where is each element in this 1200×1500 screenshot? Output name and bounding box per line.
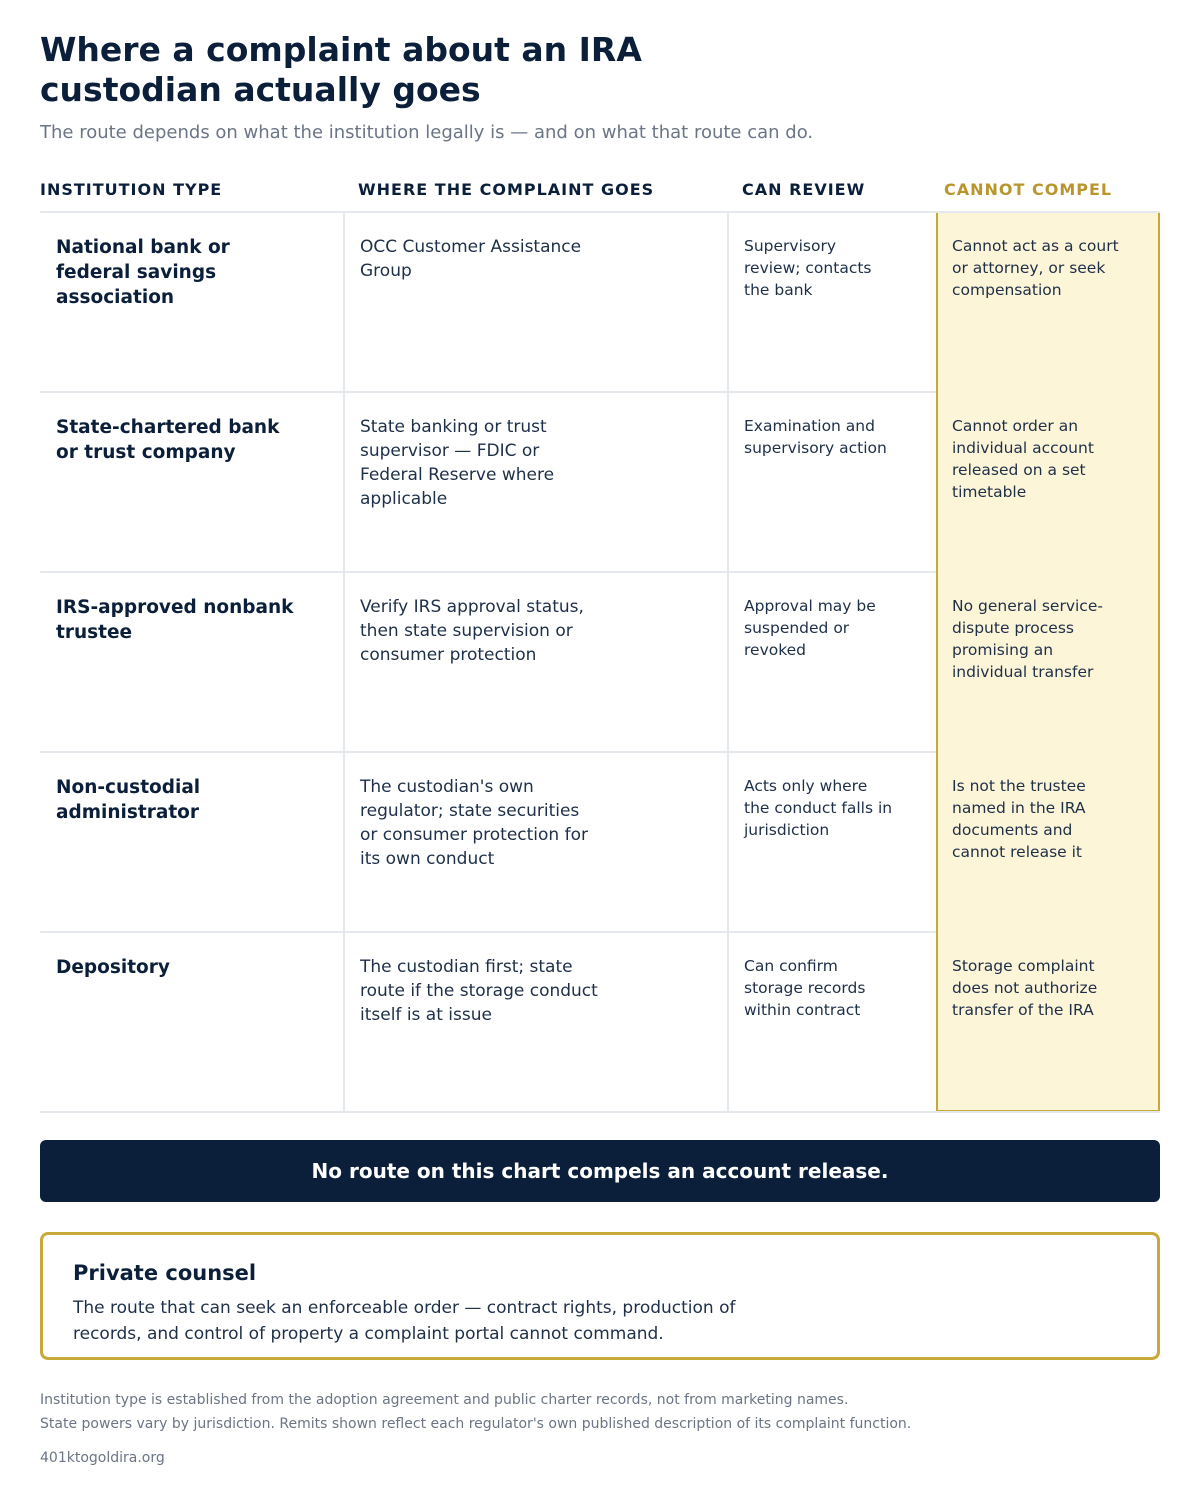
footnote-line: Institution type is established from the adoption agreement and public charter records, not from marketing names. [40, 1392, 849, 1408]
footnote [40, 1388, 1160, 1436]
complaint-route-cell: The custodian first; state route if the storage conduct itself is at issue [360, 957, 598, 1025]
summary-banner: No route on this chart compels an account release. [40, 1140, 1160, 1202]
private-counsel-callout [40, 1232, 1160, 1360]
table-row [40, 393, 1160, 573]
callout-title: Private counsel [73, 1261, 257, 1285]
institution-type-cell: IRS-approved nonbank trustee [56, 597, 294, 643]
cannot-compel-cell: Cannot act as a court or attorney, or seek compensation [952, 237, 1119, 299]
can-review-cell: Acts only where the conduct falls in jurisdiction [744, 777, 893, 839]
can-review-cell: Examination and supervisory action [744, 417, 887, 457]
cannot-compel-cell: No general service-dispute process promising an individual transfer [952, 597, 1103, 681]
table-row [40, 213, 1160, 393]
cannot-compel-cell: Is not the trustee named in the IRA documents and cannot release it [952, 777, 1086, 861]
complaint-route-cell: Verify IRS approval status, then state supervision or consumer protection [360, 597, 584, 665]
complaint-route-cell: OCC Customer Assistance Group [360, 237, 582, 281]
page-title: Where a complaint about an IRA custodian actually goes [40, 30, 642, 109]
complaint-route-cell: State banking or trust supervisor — FDIC or Federal Reserve where applicable [360, 417, 555, 509]
column-header-where-complaint-goes: WHERE THE COMPLAINT GOES [358, 180, 655, 199]
cannot-compel-cell: Cannot order an individual account released on a set timetable [952, 417, 1094, 501]
institution-type-cell: Depository [56, 957, 170, 978]
page-subtitle: The route depends on what the institution legally is — and on what that route can do. [40, 122, 814, 143]
column-header-cannot-compel: CANNOT COMPEL [944, 180, 1113, 199]
can-review-cell: Approval may be suspended or revoked [744, 597, 876, 659]
complaint-route-cell: The custodian's own regulator; state securities or consumer protection for its own conduct [360, 777, 588, 869]
cannot-compel-cell: Storage complaint does not authorize transfer of the IRA [952, 957, 1098, 1019]
table-row [40, 573, 1160, 753]
institution-type-cell: State-chartered bank or trust company [56, 417, 280, 463]
institution-type-cell: Non-custodial administrator [56, 777, 201, 823]
institution-type-cell: National bank or federal savings association [56, 237, 230, 308]
source-credit: 401ktogoldira.org [40, 1450, 165, 1466]
can-review-cell: Can confirm storage records within contract [744, 957, 866, 1019]
column-header-can-review: CAN REVIEW [742, 180, 866, 199]
complaint-routes-table [40, 176, 1160, 1112]
can-review-cell: Supervisory review; contacts the bank [744, 237, 872, 299]
column-header-institution-type: INSTITUTION TYPE [40, 180, 223, 199]
callout-body: The route that can seek an enforceable order — contract rights, production of records, and control of property a complaint portal cannot command. [73, 1298, 736, 1344]
table-row [40, 753, 1160, 933]
footnote-line: State powers vary by jurisdiction. Remits shown reflect each regulator's own published description of its complaint function. [40, 1416, 912, 1432]
table-row [40, 933, 1160, 1113]
